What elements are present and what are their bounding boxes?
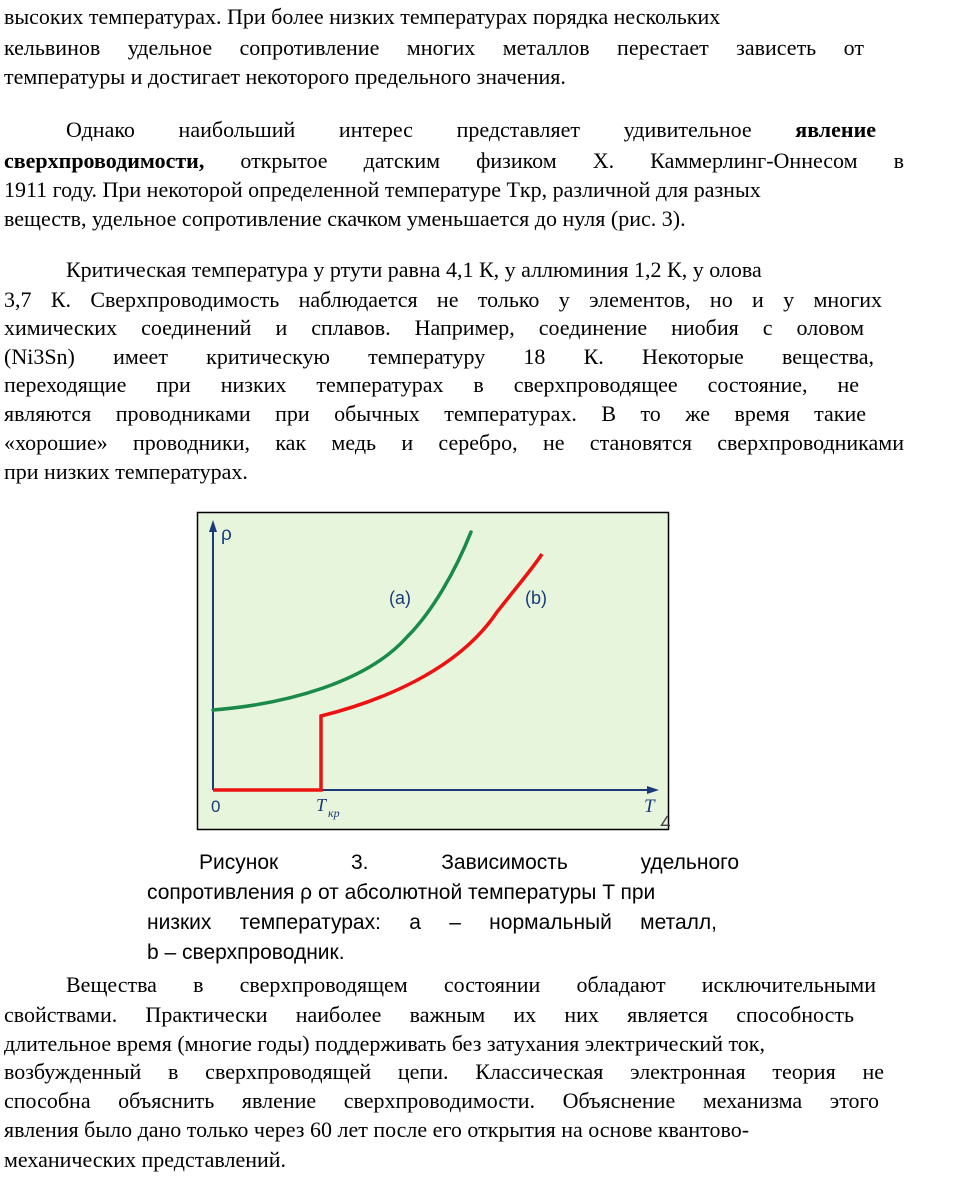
paragraph-3-line-4: (Ni3Sn) имеет критическую температуру 18 К. Некоторые вещества,	[4, 344, 874, 369]
paragraph-3-line-2: 3,7 К. Сверхпроводимость наблюдается не только у элементов, но и у многих	[4, 287, 882, 312]
caption-line-2: сопротивления ρ от абсолютной температуры T при	[147, 881, 656, 904]
paragraph-2-bold-term: явление	[795, 117, 877, 142]
paragraph-2-line-4: веществ, удельное сопротивление скачком уменьшается до нуля (рис. 3).	[4, 206, 686, 231]
x-axis-label: T	[644, 796, 655, 817]
figure-edge-mark: ∠	[659, 813, 672, 829]
paragraph-4-line-4: возбужденный в сверхпроводящей цепи. Классическая электронная теория не	[4, 1059, 884, 1084]
paragraph-3-line-6: являются проводниками при обычных температурах. В то же время такие	[4, 401, 866, 426]
paragraph-4-line-7: механических представлений.	[4, 1147, 287, 1172]
paragraph-4-line-6: явления было дано только через 60 лет после его открытия на основе квантово-	[4, 1117, 750, 1142]
curve-b-label: (b)	[525, 588, 547, 608]
curve-a-label: (a)	[389, 588, 411, 608]
paragraph-2-line-1	[66, 115, 876, 145]
paragraph-3-line-5: переходящие при низких температурах в сверхпроводящее состояние, не	[4, 372, 859, 397]
paragraph-3-line-8: при низких температурах.	[4, 459, 248, 484]
superconductivity-term: сверхпроводимости,	[4, 148, 205, 173]
paragraph-3-line-1: Критическая температура у ртути равна 4,1 К, у аллюминия 1,2 К, у олова	[66, 257, 762, 282]
origin-label: 0	[211, 797, 221, 816]
paragraph-4-line-2: свойствами. Практически наиболее важным их них является способность	[4, 1002, 854, 1027]
paragraph-2-line-2-text: открытое датским физиком Х. Каммерлинг-Оннесом в	[240, 148, 904, 173]
y-axis-label: ρ	[221, 524, 232, 545]
paragraph-2-line-3: 1911 году. При некоторой определенной температуре Tкр, различной для разных	[4, 177, 761, 202]
paragraph-2-line-1-text: Однако наибольший интерес представляет удивительное	[66, 117, 752, 142]
paragraph-4-line-5: способна объяснить явление сверхпроводимости. Объяснение механизма этого	[4, 1088, 879, 1113]
paragraph-3-line-3: химических соединений и сплавов. Например, соединение ниобия с оловом	[4, 315, 864, 340]
tcrit-label: T	[316, 795, 327, 815]
caption-line-4: b – сверхпроводник.	[147, 941, 345, 964]
paragraph-1-line-2: кельвинов удельное сопротивление многих металлов перестает зависеть от	[4, 35, 864, 60]
caption-line-3: низких температурах: a – нормальный металл,	[147, 911, 717, 934]
caption-line-1: Рисунок 3. Зависимость удельного	[199, 851, 739, 874]
paragraph-1-line-3: температуры и достигает некоторого предельного значения.	[4, 64, 566, 89]
paragraph-3-line-7: «хорошие» проводники, как медь и серебро, не становятся сверхпроводниками	[4, 430, 904, 455]
paragraph-1-line-1: высоких температурах. При более низких температурах порядка нескольких	[4, 4, 721, 29]
figure-graph	[197, 512, 672, 830]
paragraph-4-line-1: Вещества в сверхпроводящем состоянии обладают исключительными	[66, 972, 876, 997]
paragraph-4-line-3: длительное время (многие годы) поддерживать без затухания электрический ток,	[4, 1031, 765, 1056]
tcrit-subscript: кр	[328, 806, 340, 820]
figure-caption	[147, 848, 739, 968]
figure-resistivity-vs-temperature	[197, 512, 672, 830]
paragraph-2-line-2	[4, 146, 904, 176]
